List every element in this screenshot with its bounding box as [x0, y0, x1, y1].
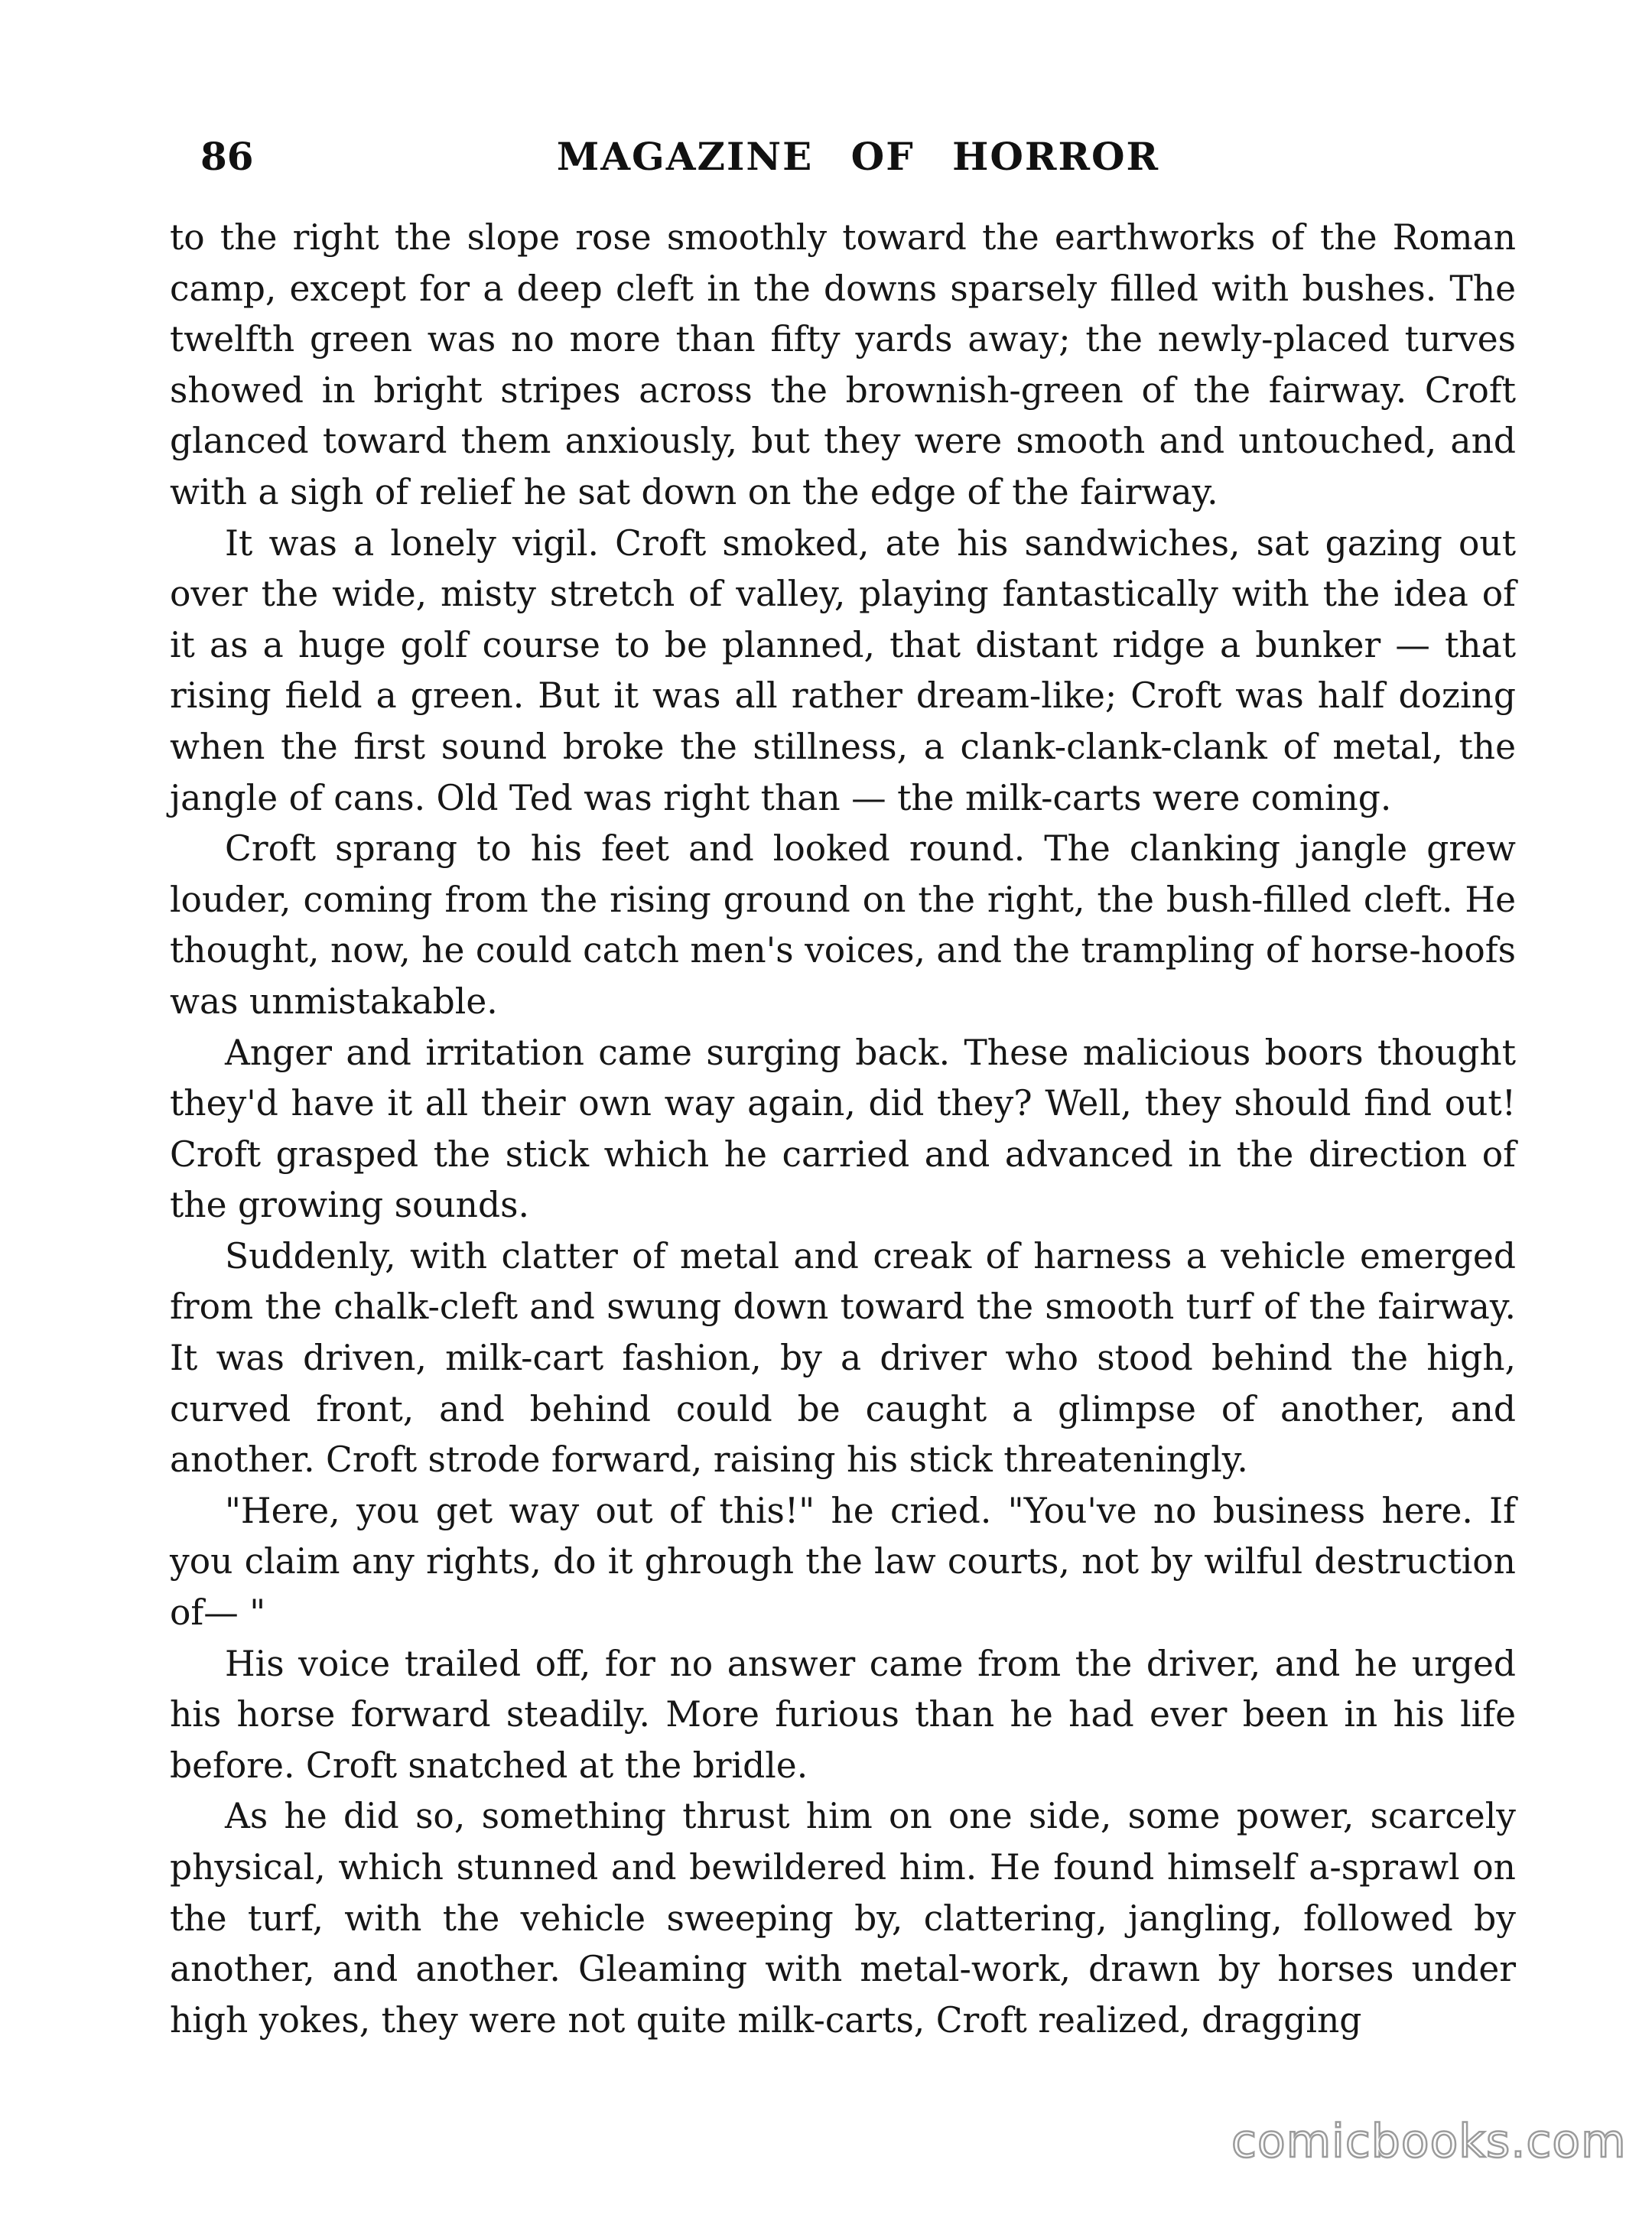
- story-text: [170, 213, 1516, 2046]
- paragraph: Suddenly, with clatter of metal and creak of harness a vehicle emerged from the chalk-cleft and swung down toward the smooth turf of the fairway. It was driven, milk-cart fashion, by a driver who stood behind the high, curved front, and behind could be caught a glimpse of another, and another. Croft strode forward, raising his stick threateningly.: [170, 1235, 1516, 1481]
- running-head: [200, 130, 1516, 184]
- paragraph: It was a lonely vigil. Croft smoked, ate his sandwiches, sat gazing out over the wide, misty stretch of valley, playing fantastically with the idea of it as a huge golf course to be planned, that distant ridge a bunker — that rising field a green. But it was all rather dream-like; Croft was half dozing when the first sound broke the stillness, a clank-clank-clank of metal, the jangle of cans. Old Ted was right than — the milk-carts were coming.: [170, 522, 1516, 818]
- paragraph-continued: to the right the slope rose smoothly toward the earthworks of the Roman camp, except for a deep cleft in the downs sparsely filled with bushes. The twelfth green was no more than fifty yards away; the newly-placed turves showed in bright stripes across the brownish-green of the fairway. Croft glanced toward them anxiously, but they were smooth and untouched, and with a sigh of relief he sat down on the edge of the fairway.: [170, 217, 1516, 512]
- paragraph: Anger and irritation came surging back. These malicious boors thought they'd have it all their own way again, did they? Well, they should find out! Croft grasped the stick which he carried and advanced in the direction of the growing sounds.: [170, 1032, 1516, 1226]
- paragraph: "Here, you get way out of this!" he cried. "You've no business here. If you claim any rights, do it ghrough the law courts, not by wilful destruction of— ": [170, 1490, 1516, 1634]
- paragraph: Croft sprang to his feet and looked round. The clanking jangle grew louder, coming from the rising ground on the right, the bush-filled cleft. He thought, now, he could catch men's voices, and the trampling of horse-hoofs was unmistakable.: [170, 828, 1516, 1022]
- page-number: 86: [200, 134, 254, 179]
- magazine-title: MAGAZINE OF HORROR: [556, 134, 1160, 179]
- watermark: comicbooks.com: [1231, 2115, 1627, 2168]
- paragraph: His voice trailed off, for no answer came from the driver, and he urged his horse forward steadily. More furious than he had ever been in his life before. Croft snatched at the bridle.: [170, 1643, 1516, 1786]
- paragraph: As he did so, something thrust him on one side, some power, scarcely physical, which stunned and bewildered him. He found himself a-sprawl on the turf, with the vehicle sweeping by, clattering, jangling, followed by another, and another. Gleaming with metal-work, drawn by horses under high yokes, they were not quite milk-carts, Croft realized, dragging: [170, 1796, 1516, 2041]
